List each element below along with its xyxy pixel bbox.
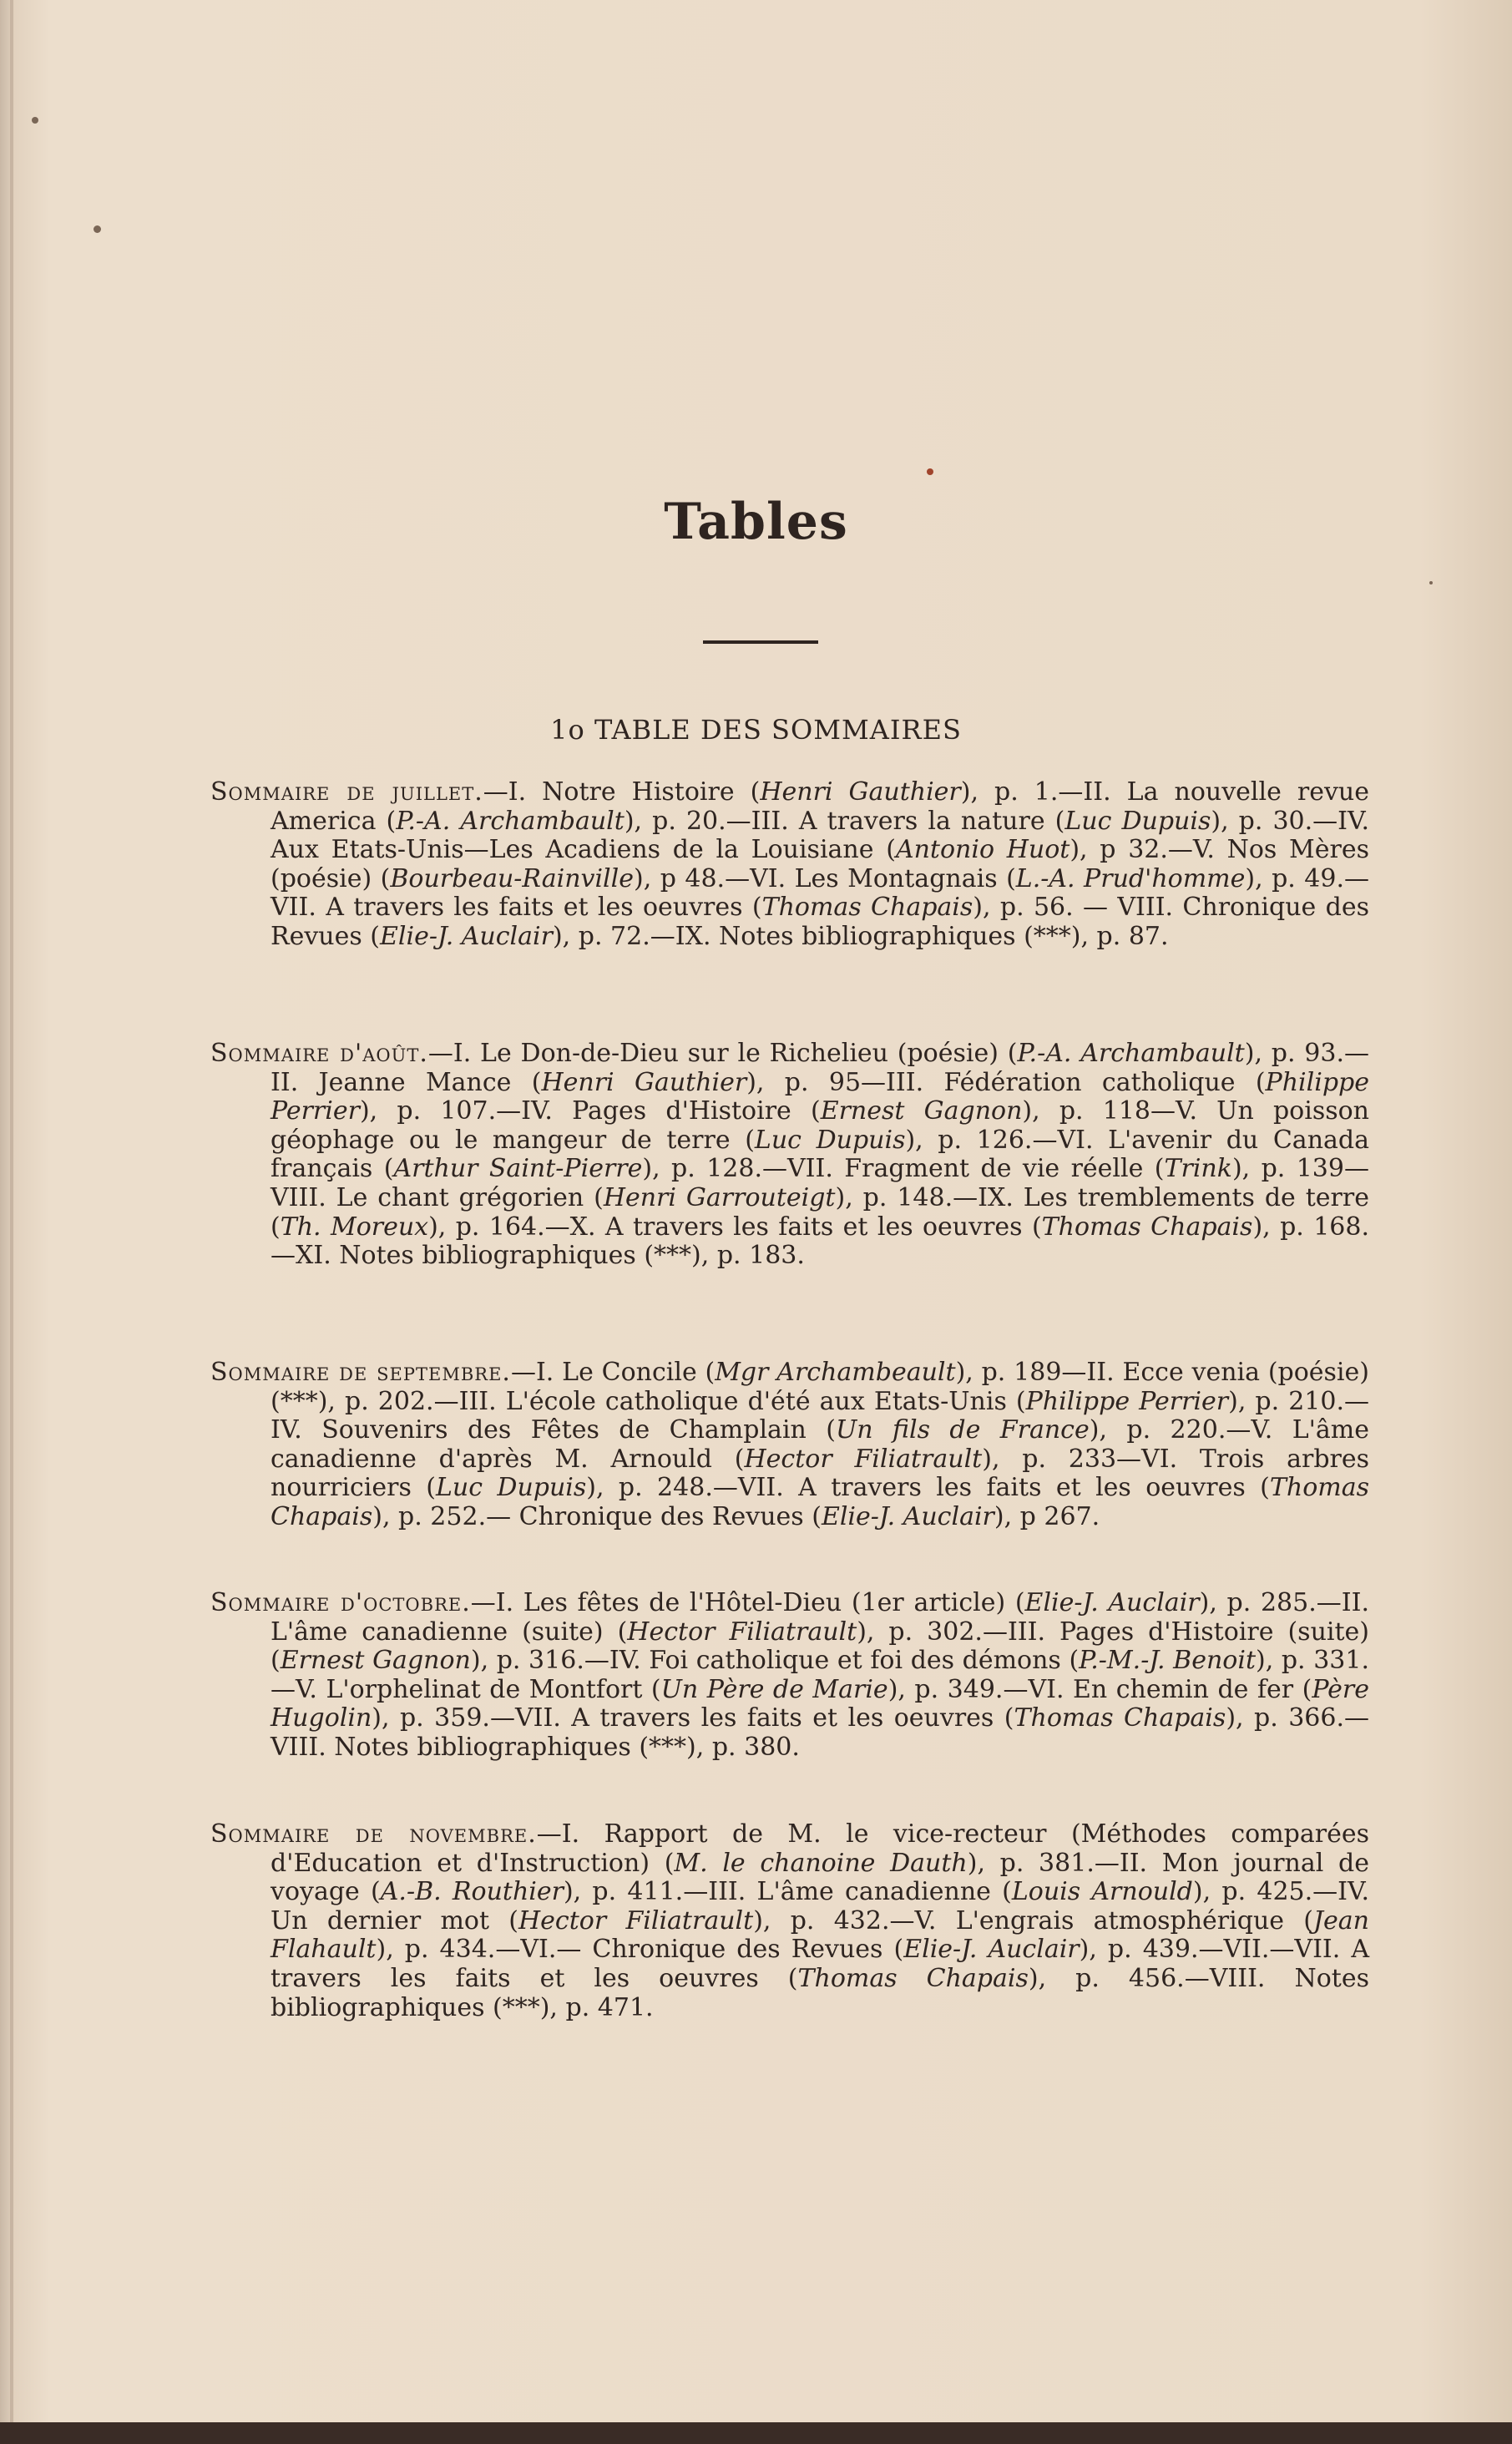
paper-speck: [927, 468, 933, 475]
summary-entry: Sommaire d'octobre.—I. Les fêtes de l'Hôtel-Dieu (1er article) (Elie-J. Auclair), p. 285.—II. L'âme canadienne (suite) (Hector Filiatrault), p. 302.—III. Pages d'Histoire (suite) (Ernest Gagnon), p. 316.—IV. Foi catholique et foi des démons (P.-M.-J. Benoit), p. 331.—V. L'orphelinat de Montfort (Un Père de Marie), p. 349.—VI. En chemin de fer (Père Hugolin), p. 359.—VII. A travers les faits et les oeuvres (Thomas Chapais), p. 366.—VIII. Notes bibliographiques (***), p. 380.: [210, 1588, 1370, 1762]
title-rule: [703, 640, 818, 644]
summary-label: Sommaire de juillet.: [210, 777, 483, 807]
summary-label: Sommaire d'août.: [210, 1039, 428, 1068]
summary-entry: Sommaire d'août.—I. Le Don-de-Dieu sur le Richelieu (poésie) (P.-A. Archambault), p. 93.—II. Jeanne Mance (Henri Gauthier), p. 95—III. Fédération catholique (Philippe Perrier), p. 107.—IV. Pages d'Histoire (Ernest Gagnon), p. 118—V. Un poisson géophage ou le mangeur de terre (Luc Dupuis), p. 126.—VI. L'avenir du Canada français (Arthur Saint-Pierre), p. 128.—VII. Fragment de vie réelle (Trink), p. 139— VIII. Le chant grégorien (Henri Garrouteigt), p. 148.—IX. Les tremblements de terre (Th. Moreux), p. 164.—X. A travers les faits et les oeuvres (Thomas Chapais), p. 168.—XI. Notes bibliographiques (***), p. 183.: [210, 1039, 1369, 1271]
paper-speck: [1429, 581, 1433, 584]
summary-label: Sommaire de septembre.: [210, 1358, 511, 1387]
scan-bottom-edge: [0, 2422, 1512, 2444]
page-edge-shadow: [10, 0, 13, 2444]
page-title: Tables: [664, 493, 848, 551]
summary-entry: Sommaire de septembre.—I. Le Concile (Mgr Archambeault), p. 189—II. Ecce venia (poésie) (***), p. 202.—III. L'école catholique d'été aux Etats-Unis (Philippe Perrier), p. 210.—IV. Souvenirs des Fêtes de Champlain (Un fils de France), p. 220.—V. L'âme canadienne d'après M. Arnould (Hector Filiatrault), p. 233—VI. Trois arbres nourriciers (Luc Dupuis), p. 248.—VII. A travers les faits et les oeuvres (Thomas Chapais), p. 252.— Chronique des Revues (Elie-J. Auclair), p 267.: [210, 1358, 1370, 1531]
paper-speck: [94, 225, 101, 233]
summary-entry: Sommaire de novembre.—I. Rapport de M. le vice-recteur (Méthodes comparées d'Education et d'Instruction) (M. le chanoine Dauth), p. 381.—II. Mon journal de voyage (A.-B. Routhier), p. 411.—III. L'âme canadienne (Louis Arnould), p. 425.—IV. Un dernier mot (Hector Filiatrault), p. 432.—V. L'engrais atmosphérique (Jean Flahault), p. 434.—VI.— Chronique des Revues (Elie-J. Auclair), p. 439.—VII.—VII. A travers les faits et les oeuvres (Thomas Chapais), p. 456.—VIII. Notes bibliographiques (***), p. 471.: [210, 1819, 1369, 2022]
summary-entry: Sommaire de juillet.—I. Notre Histoire (Henri Gauthier), p. 1.—II. La nouvelle revue America (P.-A. Archambault), p. 20.—III. A travers la nature (Luc Dupuis), p. 30.—IV. Aux Etats-Unis—Les Acadiens de la Louisiane (Antonio Huot), p 32.—V. Nos Mères (poésie) (Bourbeau-Rainville), p 48.—VI. Les Montagnais (L.-A. Prud'homme), p. 49.—VII. A travers les faits et les oeuvres (Thomas Chapais), p. 56. — VIII. Chronique des Revues (Elie-J. Auclair), p. 72.—IX. Notes bibliographiques (***), p. 87.: [210, 777, 1370, 951]
paper-speck: [32, 117, 38, 124]
section-heading: 1o TABLE DES SOMMAIRES: [550, 714, 962, 746]
summary-label: Sommaire d'octobre.: [210, 1588, 471, 1617]
summary-label: Sommaire de novembre.: [210, 1819, 537, 1849]
